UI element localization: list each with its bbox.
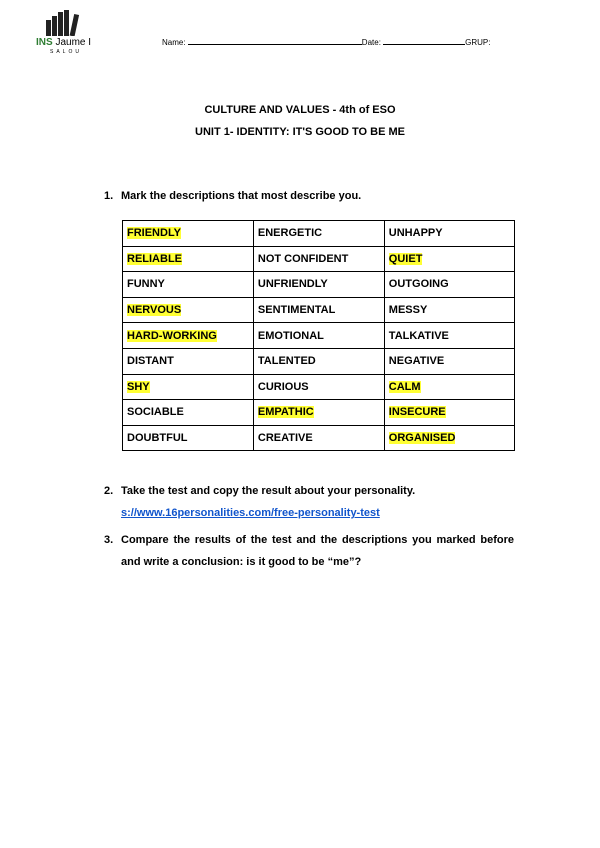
descriptor-word: RELIABLE — [127, 252, 182, 265]
descriptor-word: MESSY — [388, 304, 428, 317]
descriptor-word: ORGANISED — [388, 432, 456, 445]
table-cell[interactable] — [384, 297, 514, 323]
date-field[interactable] — [383, 37, 465, 45]
table-cell[interactable] — [123, 400, 254, 426]
table-row — [123, 425, 515, 451]
date-label: Date: — [361, 38, 381, 47]
question-text: Take the test and copy the result about your personality. — [121, 485, 416, 497]
descriptor-word: HARD-WORKING — [127, 329, 217, 342]
school-logo — [36, 10, 96, 54]
table-cell[interactable] — [253, 400, 384, 426]
table-cell[interactable] — [253, 272, 384, 298]
table-cell[interactable] — [123, 374, 254, 400]
descriptions-table — [122, 220, 515, 451]
table-cell[interactable] — [384, 348, 514, 374]
table-cell[interactable] — [253, 246, 384, 272]
descriptor-word: EMPATHIC — [257, 406, 314, 419]
table-cell[interactable] — [384, 272, 514, 298]
table-cell[interactable] — [253, 374, 384, 400]
table-cell[interactable] — [384, 400, 514, 426]
table-cell[interactable] — [384, 221, 514, 247]
descriptor-word: CURIOUS — [257, 380, 309, 393]
descriptor-word: SHY — [127, 380, 150, 393]
table-row — [123, 246, 515, 272]
question-1 — [104, 190, 361, 202]
table-cell[interactable] — [384, 323, 514, 349]
descriptor-word: NERVOUS — [127, 304, 182, 317]
descriptor-word: QUIET — [388, 252, 423, 265]
table-cell[interactable] — [253, 323, 384, 349]
table-cell[interactable] — [253, 425, 384, 451]
table-row — [123, 297, 515, 323]
table-cell[interactable] — [384, 425, 514, 451]
logo-subtitle: SALOU — [50, 49, 82, 55]
descriptor-word: CREATIVE — [257, 432, 313, 445]
table-row — [123, 348, 515, 374]
personality-test-link[interactable]: s://www.16personalities.com/free-personality-test — [121, 507, 380, 519]
descriptor-word: TALENTED — [257, 355, 316, 368]
table-cell[interactable] — [123, 246, 254, 272]
table-cell[interactable] — [123, 272, 254, 298]
descriptor-word: DISTANT — [127, 355, 174, 368]
table-cell[interactable] — [123, 221, 254, 247]
descriptor-word: ENERGETIC — [257, 227, 323, 240]
table-cell[interactable] — [253, 221, 384, 247]
table-row — [123, 323, 515, 349]
descriptor-word: CALM — [388, 380, 421, 393]
question-text: Mark the descriptions that most describe you. — [121, 190, 362, 202]
descriptor-word: NOT CONFIDENT — [257, 252, 349, 265]
table-cell[interactable] — [123, 323, 254, 349]
descriptor-word: FUNNY — [127, 278, 165, 291]
descriptor-word: DOUBTFUL — [127, 432, 188, 445]
descriptor-word: TALKATIVE — [388, 329, 449, 342]
table-cell[interactable] — [253, 297, 384, 323]
question-3 — [104, 529, 516, 573]
name-field[interactable] — [188, 37, 362, 45]
descriptor-word: EMOTIONAL — [257, 329, 324, 342]
table-cell[interactable] — [384, 374, 514, 400]
logo-text: INS Jaume I — [36, 37, 92, 48]
table-cell[interactable] — [123, 348, 254, 374]
question-2 — [104, 485, 415, 497]
table-cell[interactable] — [253, 348, 384, 374]
descriptor-word: INSECURE — [388, 406, 446, 419]
question-number: 1. — [104, 190, 114, 202]
descriptor-word: FRIENDLY — [127, 227, 181, 240]
table-cell[interactable] — [384, 246, 514, 272]
student-fields — [162, 37, 491, 47]
table-row — [123, 272, 515, 298]
course-title: CULTURE AND VALUES - 4th of ESO — [204, 104, 396, 116]
table-row — [123, 400, 515, 426]
descriptor-word: UNHAPPY — [388, 227, 443, 240]
descriptor-word: SENTIMENTAL — [257, 304, 336, 317]
table-row — [123, 374, 515, 400]
question-number: 3. — [104, 534, 114, 546]
descriptor-word: UNFRIENDLY — [257, 278, 328, 291]
question-text: Compare the results of the test and the descriptions you marked before and write a conclusion: is it good to be “me”? — [121, 534, 514, 568]
grup-label: GRUP: — [465, 38, 491, 47]
descriptor-word: OUTGOING — [388, 278, 449, 291]
table-row — [123, 221, 515, 247]
table-cell[interactable] — [123, 425, 254, 451]
table-cell[interactable] — [123, 297, 254, 323]
descriptor-word: SOCIABLE — [127, 406, 184, 419]
books-icon — [44, 10, 84, 36]
name-label: Name: — [162, 38, 186, 47]
unit-title: UNIT 1- IDENTITY: IT'S GOOD TO BE ME — [195, 126, 405, 138]
descriptor-word: NEGATIVE — [388, 355, 445, 368]
question-number: 2. — [104, 485, 114, 497]
